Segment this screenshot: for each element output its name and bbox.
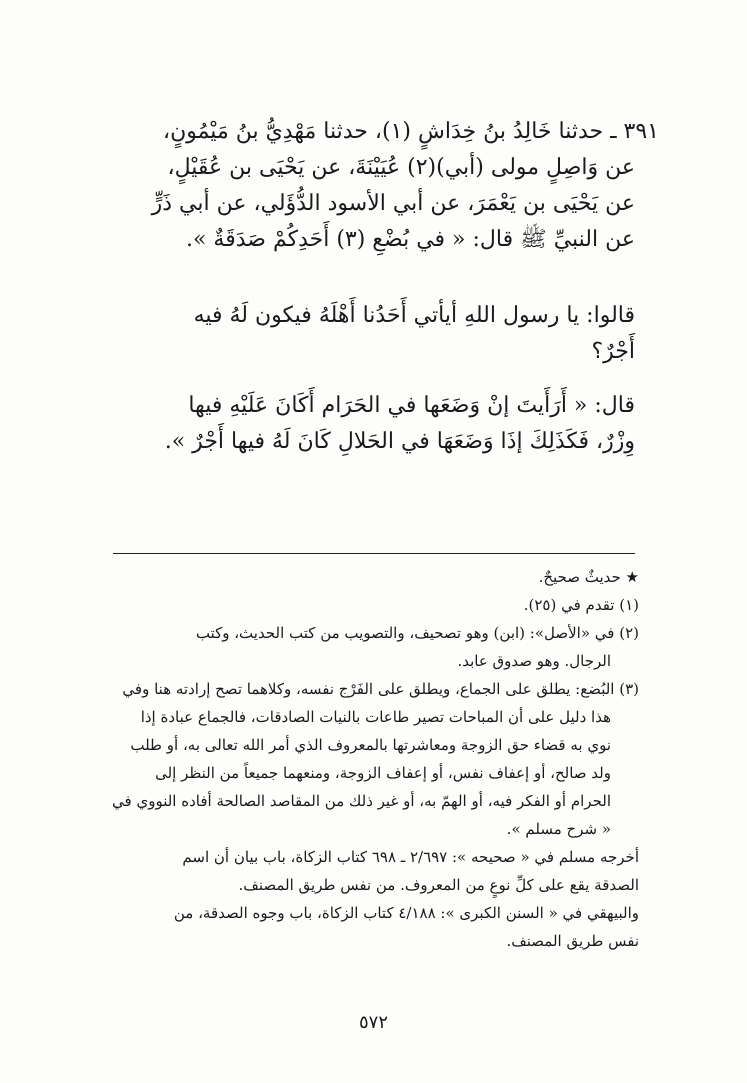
footnote-takhrij: أخرجه مسلم في « صحيحه »: ٢/٦٩٧ ـ ٦٩٨ كتاب الزكاة، باب بيان أن اسم [182, 848, 639, 866]
hadith-answer [89, 388, 659, 460]
answer-line: وِزْرٌ، فَكَذَلِكَ إذَا وَضَعَهَا في الحَلالِ كَانَ لَهُ فيها أَجْرٌ ». [164, 429, 635, 454]
footnote-2-cont: الرجال. وهو صدوق عابد. [457, 652, 611, 670]
footnote-3-cont: « شرح مسلم ». [506, 820, 611, 838]
footnote-takhrij: والبيهقي في « السنن الكبرى »: ٤/١٨٨ كتاب الزكاة، باب وجوه الصدقة، من [173, 904, 639, 922]
hadith-line: عن يَحْيَى بن يَعْمَرَ، عن أبي الأسود الدُّؤَلي، عن أبي ذَرٍّ [151, 191, 635, 216]
answer-line: قال: « أَرَأَيتَ إنْ وَضَعَها في الحَرَام أَكَانَ عَلَيْهِ فيها [188, 393, 635, 418]
hadith-question [89, 298, 659, 370]
question-line: قالوا: يا رسول اللهِ أيأتي أَحَدُنا أَهْلَهُ فيكون لَهُ فيه [193, 303, 635, 328]
footnote-3-cont: الحرام أو الفكر فيه، أو الهمّ به، أو غير ذلك من المقاصد الصالحة أفاده النووي في [112, 792, 611, 810]
footnote-1: (١) تقدم في (٢٥). [523, 596, 639, 614]
hadith-line: عن النبيِّ ﷺ قال: « في بُضْعِ (٣) أَحَدِكُمْ صَدَقَةٌ ». [185, 227, 635, 252]
footnotes [107, 563, 639, 955]
footnote-takhrij-cont: الصدقة يقع على كلِّ نوعٍ من المعروف. من نفس طريق المصنف. [238, 876, 639, 894]
hadith-line: عن وَاصِلٍ مولى (أبي)(٢) عُيَيْنَةَ، عن يَحْيَى بن عُقَيْلٍ، [167, 155, 635, 180]
footnote-3-cont: هذا دليل على أن المباحات تصير طاعات بالنيات الصادقات، فالجماع عبادة إذا [140, 708, 611, 726]
footnote-takhrij-cont: نفس طريق المصنف. [506, 932, 639, 950]
hadith-text [89, 114, 659, 258]
footnote-separator [113, 553, 635, 554]
footnote-3-cont: نوي به قضاء حق الزوجة ومعاشرتها بالمعروف الذي أمر الله تعالى به، أو طلب [130, 736, 611, 754]
footnote-2: (٢) في «الأصل»: (ابن) وهو تصحيف، والتصويب من كتب الحديث، وكتب [195, 624, 639, 642]
footnote-3-cont: ولد صالح، أو إعفاف نفس، أو إعفاف الزوجة، ومنعهما جميعاً من النظر إلى [155, 764, 611, 782]
hadith-line: ٣٩١ ـ حدثنا خَالِدُ بنُ خِدَاشٍ (١)، حدثنا مَهْدِيُّ بنُ مَيْمُونٍ، [162, 119, 659, 144]
footnote-grade: ★ حديثٌ صحيحٌ. [538, 568, 639, 586]
question-line: أَجْرٌ؟ [591, 339, 635, 364]
footnote-3: (٣) البُضع: يطلق على الجماع، ويطلق على الفَرْج نفسه، وكلاهما تصح إرادته هنا وفي [122, 680, 639, 698]
page-number: ٥٧٢ [358, 1012, 388, 1033]
